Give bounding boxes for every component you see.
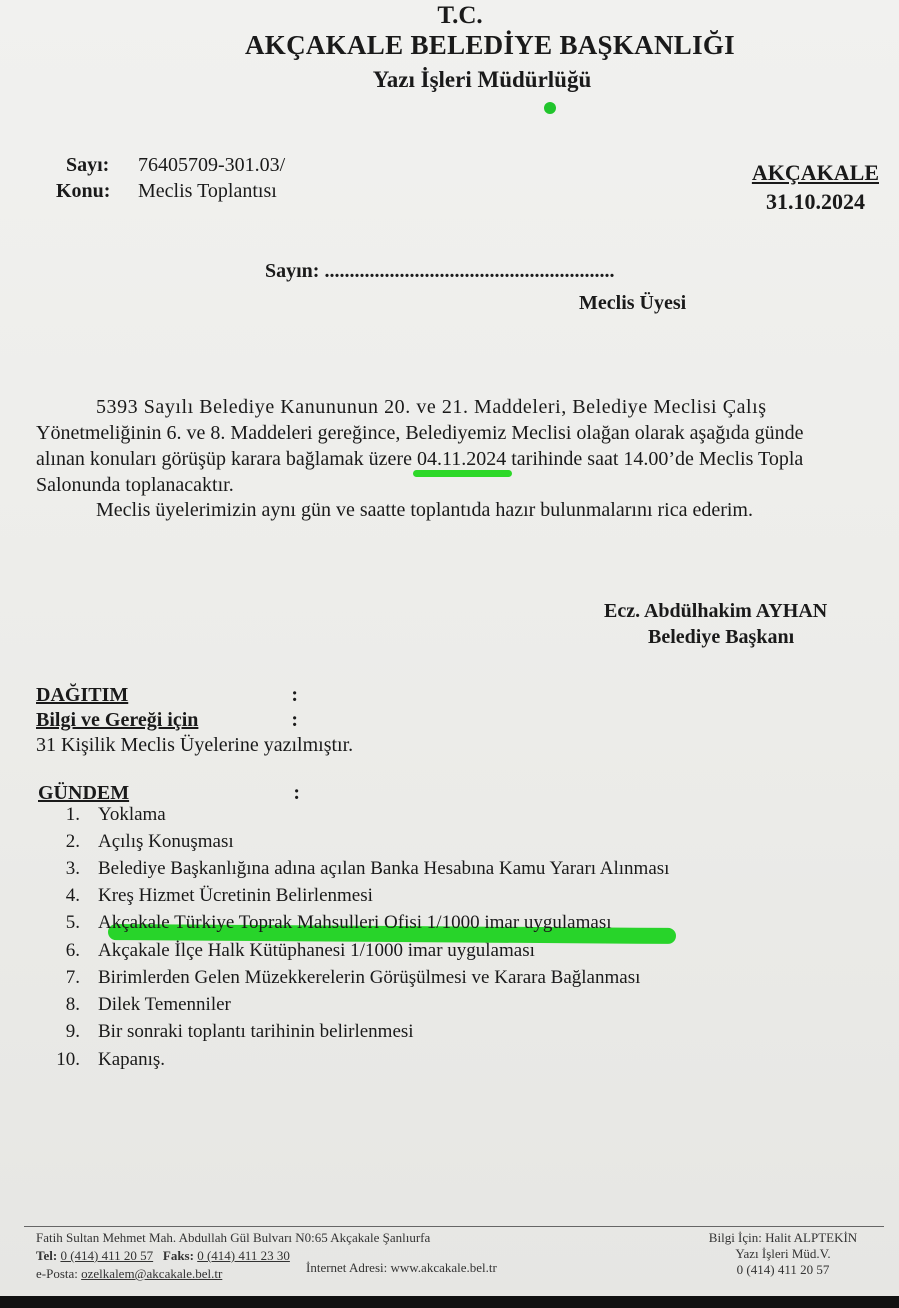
header-institution: AKÇAKALE BELEDİYE BAŞKANLIĞI [244,30,735,60]
agenda-item-number: 2. [65,831,80,852]
agenda-item-number: 6. [65,940,80,961]
distribution-colon: : [291,684,298,706]
body-line-3-before: alınan konuları görüşüp karara bağlamak üzere [36,448,412,470]
agenda-item-number: 8. [65,994,80,1015]
addressee-title: Meclis Üyesi [579,292,687,314]
place-name: AKÇAKALE [751,160,879,185]
agenda-item [40,994,231,1016]
agenda-item [40,885,373,907]
meeting-date: 04.11.2024 [416,448,507,470]
agenda-item-number: 1. [65,804,80,825]
footer-divider [24,1226,884,1227]
body-line-3-after: tarihinde saat 14.00’de Meclis Topla [511,448,804,470]
agenda-item-text: Birimlerden Gelen Müzekkerelerin Görüşülmesi ve Karara Bağlanması [98,967,641,988]
agenda-item-number: 5. [65,912,80,933]
agenda-item [40,858,669,880]
faks-label: Faks: [162,1248,194,1263]
distribution-heading [36,684,298,707]
agenda-item-text: Belediye Başkanlığına adına açılan Banka Hesabına Kamu Yararı Alınması [98,858,670,879]
agenda-item-text: Açılış Konuşması [98,831,234,852]
agenda-item [40,831,234,853]
agenda-item-text: Akçakale İlçe Halk Kütüphanesi 1/1000 imar uygulaması [98,940,535,961]
agenda-heading-text: GÜNDEM [38,782,130,804]
agenda-item-number: 9. [65,1021,80,1042]
konu-label: Konu: [56,180,111,202]
place-date [752,158,879,216]
body-line-5: Meclis üyelerimizin aynı gün ve saatte toplantıda hazır bulunmalarını rica ederim. [96,499,753,521]
agenda-item-number: 10. [56,1049,80,1070]
konu-value: Meclis Toplantısı [138,180,277,202]
agenda-item-text: Dilek Temenniler [98,994,231,1015]
agenda-item-text: Akçakale Türkiye Toprak Mahsulleri Ofisi 1/1000 imar uygulaması [98,912,612,933]
body-line-1: 5393 Sayılı Belediye Kanununun 20. ve 21. Maddeleri, Belediye Meclisi Çalış [96,396,767,418]
header-department: Yazı İşleri Müdürlüğü [372,67,592,92]
footer-web[interactable]: İnternet Adresi: www.akcakale.bel.tr [306,1260,497,1275]
tel-value: 0 (414) 411 20 57 [60,1248,154,1263]
agenda-item [40,940,535,962]
agenda-item [40,912,612,934]
footer-phone-line [36,1248,290,1264]
contact-phone: 0 (414) 411 20 57 [736,1262,830,1277]
contact-person: Bilgi İçin: Halit ALPTEKİN [708,1230,858,1245]
agenda-item [40,804,166,826]
agenda-colon: : [293,782,300,804]
contact-title: Yazı İşleri Müd.V. [735,1246,831,1261]
distribution-sub-text: Bilgi ve Gereği için [36,709,199,731]
bottom-edge [0,1296,899,1308]
agenda-item-text: Yoklama [98,804,166,825]
email-label: e-Posta: [36,1266,78,1281]
agenda-item-text: Bir sonraki toplantı tarihinin belirlenmesi [98,1021,414,1042]
sayi-value: 76405709-301.03/ [138,154,286,176]
agenda-item [40,1049,165,1071]
header-tc: T.C. [437,2,483,29]
agenda-item-text: Kreş Hizmet Ücretinin Belirlenmesi [98,885,373,906]
agenda-item-text: Kapanış. [98,1049,166,1070]
footer-contact-info [688,1230,878,1278]
distribution-sub [36,709,298,732]
tel-label: Tel: [36,1248,58,1263]
signature-title: Belediye Başkanı [648,626,795,648]
distribution-sub-colon: : [291,709,298,731]
faks-value: 0 (414) 411 23 30 [197,1248,290,1263]
distribution-heading-text: DAĞITIM [36,684,129,706]
body-line-4: Salonunda toplanacaktır. [36,474,234,496]
body-line-3 [36,448,803,471]
agenda-heading [38,782,300,805]
signature-name: Ecz. Abdülhakim AYHAN [604,600,828,622]
distribution-text: 31 Kişilik Meclis Üyelerine yazılmıştır. [36,734,354,756]
agenda-item-number: 3. [65,858,80,879]
sayi-label: Sayı: [66,154,110,176]
footer-email-line [36,1266,222,1282]
agenda-item [40,1021,414,1043]
green-dot-mark [544,102,556,114]
agenda-item [40,967,640,989]
addressee-line: Sayın: .......................................................... [265,260,615,282]
email-link[interactable]: ozelkalem@akcakale.bel.tr [81,1266,223,1281]
document-date: 31.10.2024 [765,189,865,214]
agenda-item-number: 4. [65,885,80,906]
footer-address: Fatih Sultan Mehmet Mah. Abdullah Gül Bulvarı N0:65 Akçakale Şanlıurfa [36,1230,431,1245]
body-line-2: Yönetmeliğinin 6. ve 8. Maddeleri gereğince, Belediyemiz Meclisi olağan olarak aşağıda günde [36,422,804,444]
agenda-item-number: 7. [65,967,80,988]
